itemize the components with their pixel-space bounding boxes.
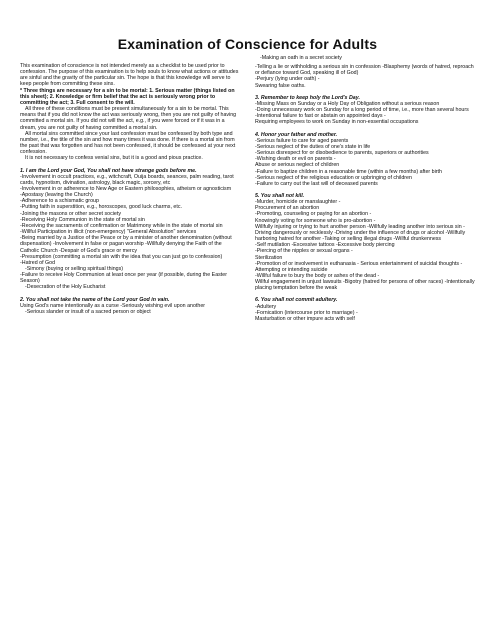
intro-paragraph: All three of these conditions must be present simultaneously for a sin to be mortal. This means that if you did not know the act was seriously wrong, then you are not guilty of having committed a mortal sin. If you did not will the act, e.g., if you were forced or if it was in a dream, you are not guilty of having committed a mortal sin. bbox=[20, 106, 237, 131]
list-item: Sterilization bbox=[255, 254, 283, 261]
intro-paragraph: All mortal sins committed since your last confession must be confessed by both type and number, i.e., the title of the sin and how many times it was done. If there is a mortal sin from the past that was forgotten and has not been confessed, it should be confessed at your next confession. bbox=[20, 130, 236, 156]
section-heading-5: 5. You shall not kill. bbox=[255, 192, 305, 199]
page-title: Examination of Conscience for Adults bbox=[117, 36, 378, 52]
list-item: -Telling a lie or withholding a serious sin in confession -Blasphemy (words of hatred, reproach or defiance toward God, speaking ill of God) bbox=[255, 64, 474, 77]
section-heading-2: 2. You shall not take the name of the Lord your God in vain. bbox=[20, 296, 170, 303]
list-item: -Serious failure to care for aged parents bbox=[255, 137, 349, 144]
list-item: Procurement of an abortion bbox=[255, 205, 320, 212]
list-item: -Involvement in or adherence to New Age or Eastern philosophies, atheism or agnosticism bbox=[20, 185, 232, 192]
intro-paragraph: This examination of conscience is not intended merely as a checklist to be used prior to confession. The purpose of this examination is to help souls to know what actions or attitudes are sinful and the gravity of the particular sin. The hope is that this knowledge will serve to keep people from committing these sins. bbox=[20, 63, 239, 88]
list-item: -Serious neglect of the religious education or upbringing of children bbox=[255, 174, 412, 181]
list-item: -Promotion of or involvement in euthanasia - Serious entertainment of suicidal thoughts - Attempting or intending suicide bbox=[255, 260, 463, 273]
list-item: -Willful Participation in illicit (non-emergency) "General Absolution" services bbox=[20, 229, 197, 236]
mortal-sin-conditions: * Three things are necessary for a sin to be mortal: 1. Serious matter (things listed on this sheet); 2. Knowledge or firm belief that the act is seriously wrong prior to committing the act; 3. Full consent to the will. bbox=[20, 87, 235, 106]
intro-paragraph: It is not necessary to confess venial sins, but it is a good and pious practice. bbox=[25, 155, 203, 162]
list-item: -Joining the masons or other secret society bbox=[20, 210, 121, 217]
list-item: -Failure to receive Holy Communion at least once per year (if possible, during the Easter Season) bbox=[20, 272, 227, 285]
list-item: -Doing unnecessary work on Sunday for a long period of time, i.e., more than several hours bbox=[255, 107, 469, 114]
list-item: Masturbation or other impure acts with self bbox=[255, 315, 355, 322]
list-item: -Fornication (intercourse prior to marriage) - bbox=[255, 309, 358, 316]
list-item: -Serious slander or insult of a sacred person or object bbox=[25, 308, 151, 315]
list-item: Swearing false oaths. bbox=[255, 82, 306, 89]
list-item: -Serious disrespect for or disobedience to parents, superiors or authorities bbox=[255, 150, 429, 157]
list-item: -Serious neglect of the duties of one's state in life bbox=[255, 143, 371, 150]
list-item: -Involvement in occult practices, e.g., witchcraft, Ouija boards, seances, palm reading, tarot cards, hypnotism, divination, astrology, black magic, sorcery, etc bbox=[20, 173, 234, 186]
list-item: Abuse or serious neglect of children bbox=[255, 162, 340, 169]
list-item: Knowingly voting for someone who is pro-abortion - bbox=[255, 217, 376, 224]
right-column bbox=[255, 55, 479, 633]
list-item: Requiring employees to work on Sunday in non-essential occupations bbox=[255, 119, 419, 126]
list-item: -Willful failure to bury the body or ashes of the dead - bbox=[255, 273, 380, 279]
list-item: Willfully injuring or trying to hurt another person -Willfully leading another into serious sin -Driving dangerously or recklessly -Driving under the influence of drugs or alcohol -Willfully harboring hatred for another -Taking or selling illegal drugs -Willful drunkenness bbox=[255, 223, 466, 243]
list-item: -Hatred of God bbox=[20, 259, 56, 266]
section-heading-3: 3. Remember to keep holy the Lord's Day. bbox=[255, 94, 360, 101]
list-item: -Failure to carry out the last will of deceased parents bbox=[255, 180, 378, 187]
list-item: -Adherence to a schismatic group bbox=[20, 198, 99, 205]
list-item: -Receiving Holy Communion in the state of mortal sin bbox=[20, 216, 145, 223]
list-item: -Being married by a Justice of the Peace or by a minister of another denomination (without dispensation) -Involvement in false or pagan worship -Willfully denying the Faith of the Catholic Church -Despair of God's grace or mercy bbox=[20, 235, 232, 254]
list-item: -Murder, homicide or manslaughter - bbox=[255, 199, 341, 206]
list-item: Willful engagement in unjust lawsuits -Bigotry (hatred for persons of other races) -Intentionally placing temptation before the weak bbox=[255, 279, 475, 292]
list-item: -Failure to baptize children in a reasonable time (within a few months) after birth bbox=[255, 168, 442, 175]
list-item: -Receiving the sacraments of confirmation or Matrimony while in the state of mortal sin bbox=[20, 222, 223, 229]
left-column bbox=[20, 63, 242, 633]
section-heading-6: 6. You shall not commit adultery. bbox=[255, 297, 338, 304]
list-item: -Adultery bbox=[255, 303, 277, 310]
list-item: -Promoting, counseling or paying for an abortion - bbox=[255, 211, 372, 218]
list-item: -Wishing death or evil on parents - bbox=[255, 156, 336, 163]
list-item: -Presumption (committing a mortal sin with the idea that you can just go to confession) bbox=[20, 253, 223, 260]
list-item: -Piercing of the nipples or sexual organs - bbox=[255, 248, 353, 255]
list-item: -Intentional failure to fast or abstain on appointed days - bbox=[255, 113, 386, 120]
list-item: -Making an oath in a secret society bbox=[260, 55, 342, 61]
list-item: -Putting faith in superstition, e.g., horoscopes, good luck charms, etc. bbox=[20, 204, 182, 211]
list-item: -Apostasy (leaving the Church) bbox=[20, 192, 93, 199]
list-item: -Simony (buying or selling spiritual things) bbox=[25, 266, 124, 272]
list-item: -Missing Mass on Sunday or a Holy Day of Obligation without a serious reason bbox=[255, 100, 440, 107]
list-item: Using God's name intentionally as a curse -Seriously wishing evil upon another bbox=[20, 302, 206, 309]
list-item: -Desecration of the Holy Eucharist bbox=[25, 284, 106, 291]
list-item: -Self mutilation -Excessive tattoos -Excessive body piercing bbox=[255, 242, 395, 249]
section-heading-1: 1. I am the Lord your God, You shall not have strange gods before me. bbox=[20, 167, 197, 174]
list-item: -Perjury (lying under oath) - bbox=[255, 76, 320, 83]
section-heading-4: 4. Honor your father and mother. bbox=[255, 131, 338, 138]
